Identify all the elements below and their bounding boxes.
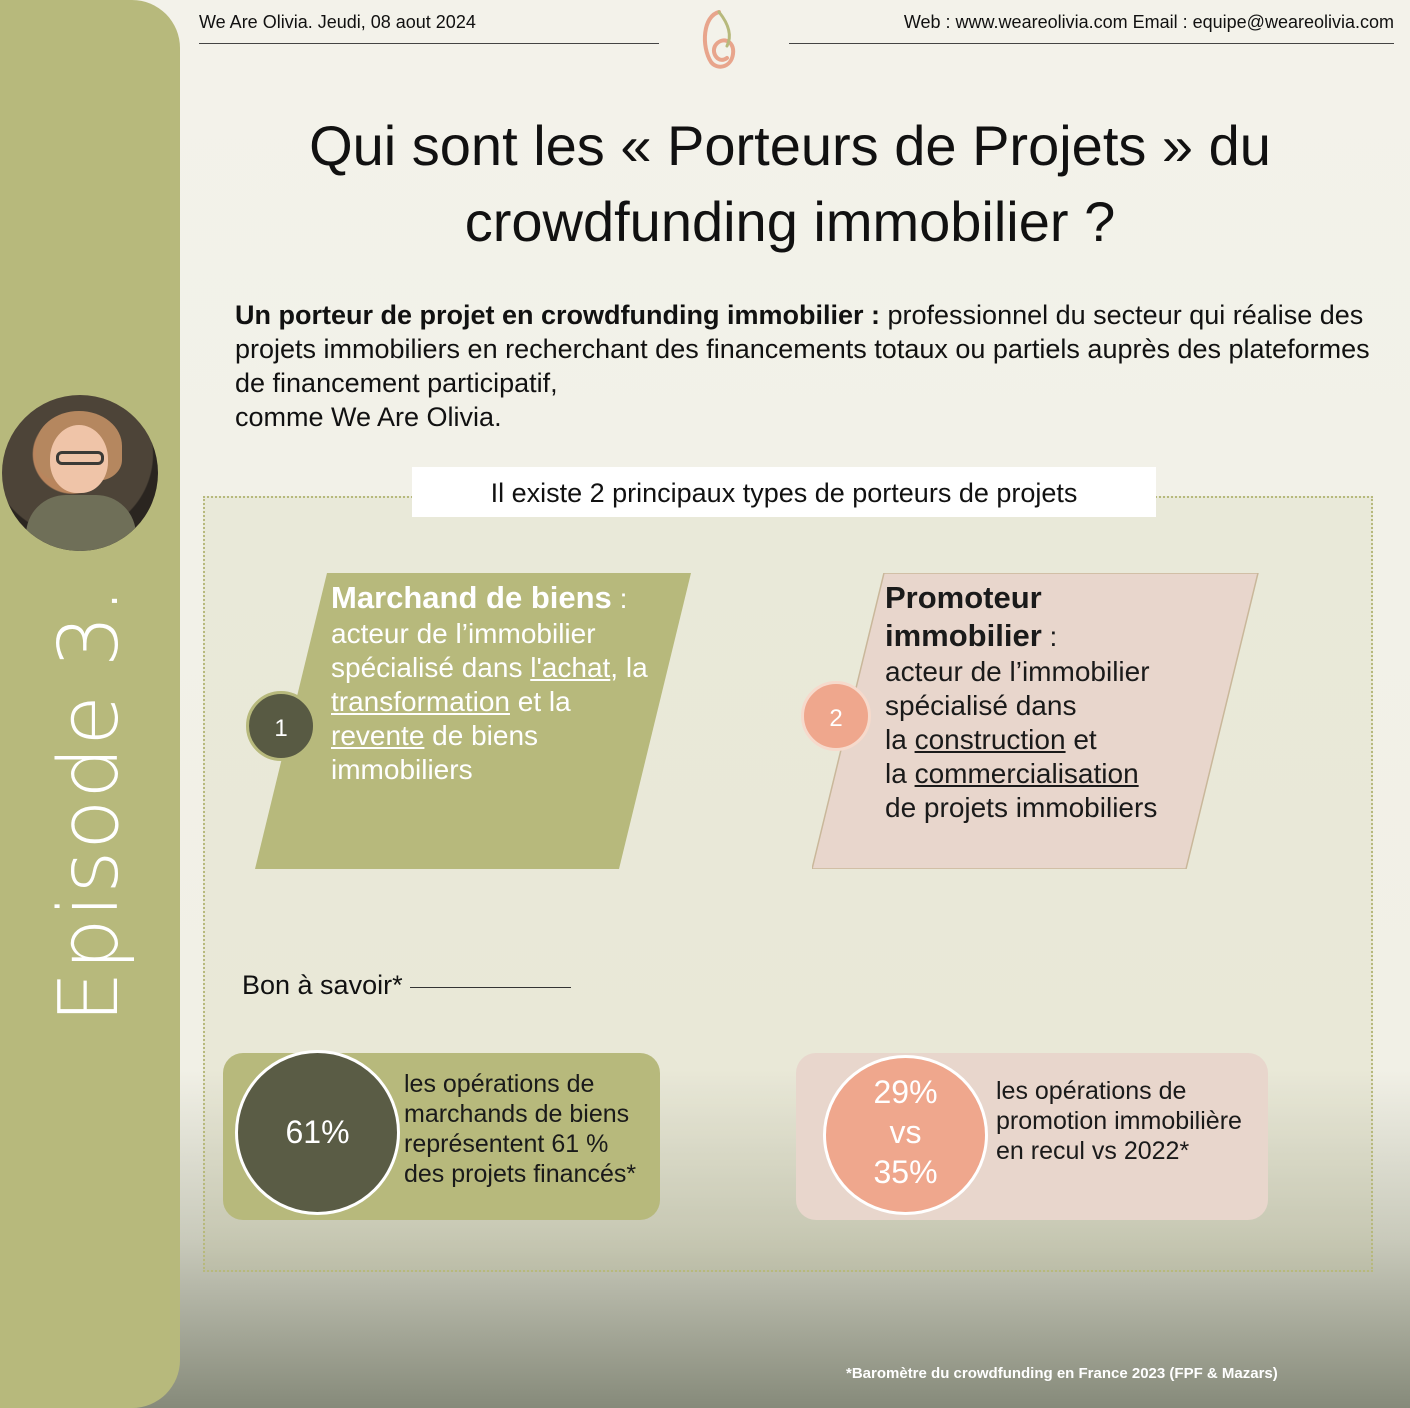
type-desc: acteur de l’immobilier spécialisé dans xyxy=(885,656,1150,721)
stat-text: les opérations de promotion immobilière en recul vs 2022* xyxy=(996,1077,1242,1165)
stat-value-vs: vs xyxy=(889,1114,922,1150)
link-revente[interactable]: revente xyxy=(331,720,425,751)
link-achat[interactable]: l'achat xyxy=(530,652,611,683)
stat-value-circle: 61% xyxy=(235,1050,400,1215)
type-desc: acteur de l’immobilier spécialisé dans xyxy=(331,618,596,683)
type-desc: la xyxy=(885,758,915,789)
bon-a-savoir-label: Bon à savoir* xyxy=(242,970,403,1000)
avatar-glasses xyxy=(56,451,104,465)
type-card-marchand xyxy=(255,573,695,869)
type-title: Marchand de biens xyxy=(331,580,612,615)
type-card-promoteur xyxy=(812,573,1252,869)
link-construction[interactable]: construction xyxy=(914,724,1066,755)
intro-paragraph xyxy=(235,298,1370,434)
sidebar xyxy=(0,0,180,1408)
type-desc: et la xyxy=(509,686,571,717)
title-line-2: crowdfunding immobilier ? xyxy=(464,190,1116,253)
logo-icon xyxy=(697,6,741,72)
footnote: *Baromètre du crowdfunding en France 2023 (FPF & Mazars) xyxy=(846,1365,1278,1382)
type-desc: la xyxy=(885,724,915,755)
type-number-badge: 2 xyxy=(801,681,871,751)
stat-text: les opérations de marchands de biens représentent 61 % des projets financés* xyxy=(404,1070,637,1188)
type-colon: : xyxy=(1041,621,1058,652)
divider xyxy=(410,987,571,988)
intro-text: professionnel du secteur qui réalise des projets immobiliers en recherchant des financements totaux ou partiels auprès des plateformes de financement participatif, xyxy=(235,300,1370,398)
header-right: Web : www.weareolivia.com Email : equipe@weareolivia.com xyxy=(789,12,1394,44)
intro-bold: Un porteur de projet en crowdfunding immobilier : xyxy=(235,300,881,330)
type-desc: et xyxy=(1065,724,1097,755)
type-card-text xyxy=(885,579,1205,825)
type-title: Promoteur immobilier xyxy=(885,580,1042,653)
avatar-jacket xyxy=(26,495,136,551)
stat-value-a: 29% xyxy=(873,1074,938,1110)
types-panel-label: Il existe 2 principaux types de porteurs de projets xyxy=(412,467,1156,517)
episode-label: Episode 3. xyxy=(42,586,137,1024)
stat-value-circle xyxy=(823,1055,988,1215)
header-left: We Are Olivia. Jeudi, 08 aout 2024 xyxy=(199,12,659,44)
type-desc: de projets immobiliers xyxy=(885,792,1158,823)
type-desc: , la xyxy=(610,652,648,683)
type-card-text xyxy=(331,579,651,787)
page-title xyxy=(200,108,1380,260)
type-desc: de biens immobiliers xyxy=(331,720,539,785)
link-transformation[interactable]: transformation xyxy=(331,686,510,717)
title-line-1: Qui sont les « Porteurs de Projets » du xyxy=(309,114,1271,177)
type-number-badge: 1 xyxy=(246,691,316,761)
avatar xyxy=(2,395,158,551)
stat-value-b: 35% xyxy=(873,1154,938,1190)
intro-text-2: comme We Are Olivia. xyxy=(235,402,502,432)
type-colon: : xyxy=(611,583,628,614)
link-commercialisation[interactable]: commercialisation xyxy=(914,758,1139,789)
